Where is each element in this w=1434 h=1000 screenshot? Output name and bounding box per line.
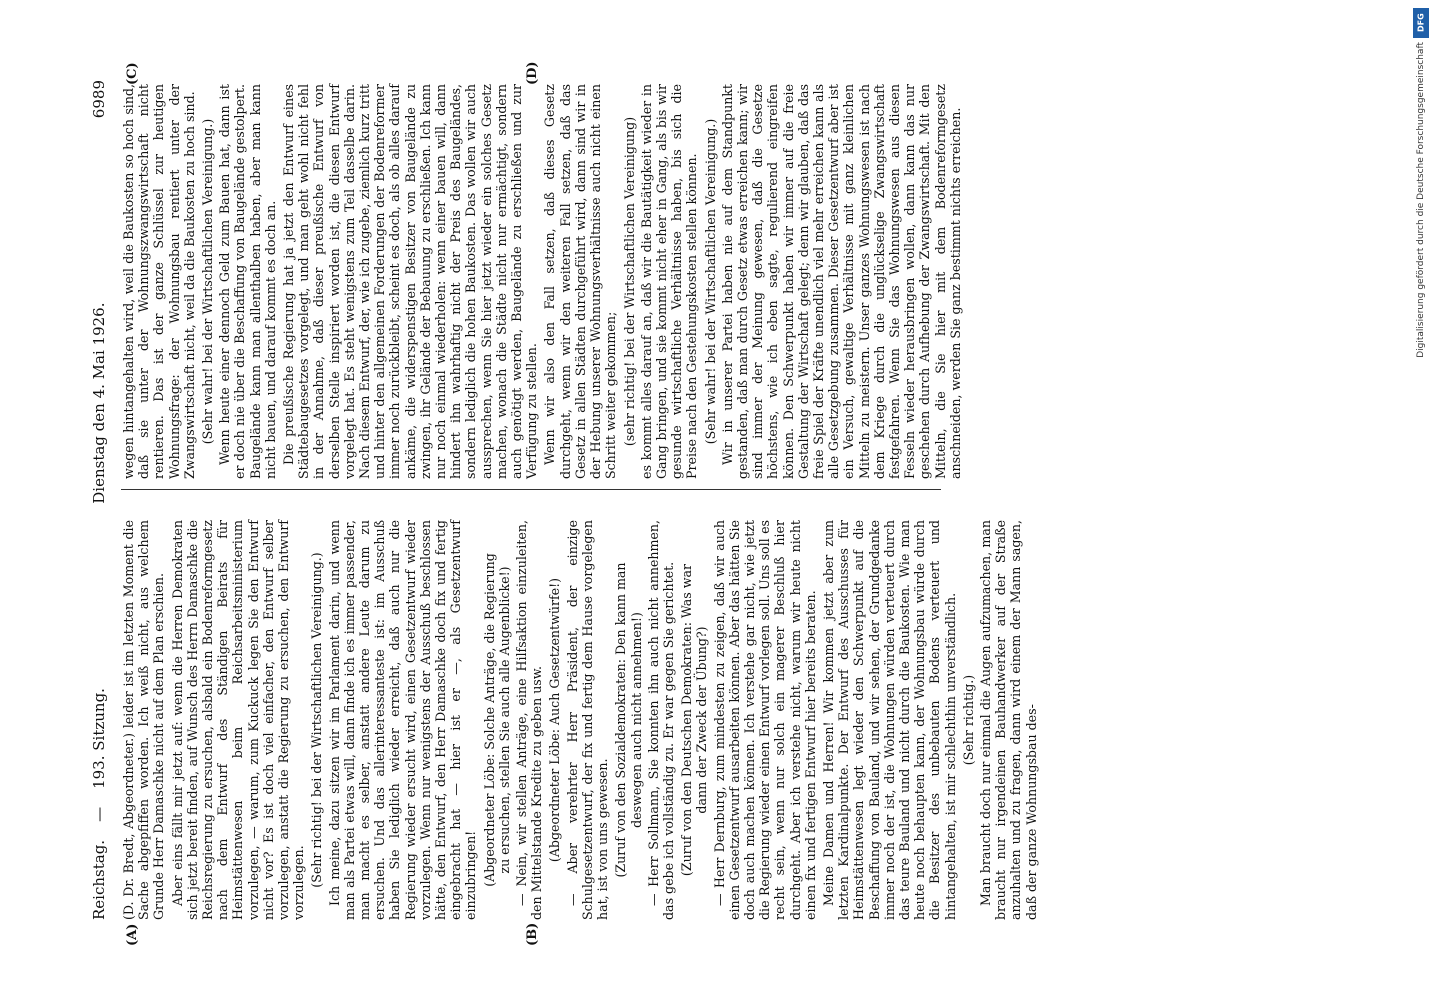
paragraph: Wenn heute einer dennoch Geld zum Bauen hat, dann ist er doch nie über die Beschaffung von Baugelände gestolpert. Baugelände kann man allenthalben haben, aber man kann nicht bauen, und darauf kommt es doch an. [217,84,278,479]
rotated-page [85,61,1315,946]
paragraph: wegen hintangehalten wird, weil die Baukosten so hoch sind, daß sie unter der Wohnungszwangswirtschaft nicht rentieren. Das ist der ganze Schlüssel zur heutigen Wohnungsfrage: der Wohnungsbau rentiert unter der Zwangswirtschaft nicht, weil da die Baukosten zu hoch sind. [121,84,197,479]
interjection: (Abgeordneter Löbe: Solche Anträge, die Regierung zu ersuchen, stellen Sie auch alle Augenblicke!) [481,553,512,887]
paragraph: Wir in unserer Partei haben nie auf dem Standpunkt gestanden, daß man durch Gesetz etwas erreichen kann; wir sind immer der Meinung gewesen, daß die Gesetze höchstens, wie ich eben sagte, regulierend eingreifen können. Den Schwerpunkt haben wir immer auf die freie Gestaltung der Wirtschaft gelegt; denn wir glauben, daß das freie Spiel der Kräfte unendlich viel mehr erreichen kann als alle Gesetzgebung zusammen. Dieser Gesetzentwurf aber ist ein Versuch, gewaltige Verhältnisse mit ganz kleinlichen Mitteln zu meistern. Unser ganzes Wohnungswesen ist nach dem Kriege durch die unglückselige Zwangswirtschaft festgefahren. Wenn Sie das Wohnungswesen aus diesen Fesseln wieder herausbringen wollen, dann kann das nur geschehen durch Aufhebung der Zwangswirtschaft. Mit den Mitteln, die Sie hier mit dem Bodenreformgesetz anschneiden, werden Sie ganz bestimmt nichts erreichen. [719,84,963,479]
margin-mark-c: (C) [125,62,140,85]
paragraph: Wenn wir also den Fall setzen, daß dieses Gesetz durchgeht, wenn wir den weiteren Fall setzen, daß das Gesetz in allen Städten durchgeführt wird, dann sind wir in der Hebung unserer Wohnungsverhältnisse auch nicht einen Schritt weiter gekommen; [542,84,619,479]
paragraph: es kommt alles darauf an, daß wir die Bautätigkeit wieder in Gang bringen, und sie kommt nicht eher in Gang, als bis wir gesunde wirtschaftliche Verhältnisse haben, bis sich die Preise nach den Gestehungskosten stellen können. [638,84,700,479]
header-session: 193. Sitzung. [90,688,108,789]
header-date: Dienstag den 4. Mai 1926. [90,302,108,504]
paragraph: (D. Dr. Bredt, Abgeordneter.) leider ist im letzten Moment die Sache abgepfiffen worden. Ich weiß nicht, aus welchem Grunde Herr Damaschke nicht auf dem Plan erschien. [121,520,167,920]
paragraph: — Aber verehrter Herr Präsident, der einzige Schulgesetzentwurf, der fix und fertig dem Hause vorgelegen hat, ist von uns gewesen. [564,520,611,920]
interjection: (Zuruf von den Deutschen Demokraten: Was war dann der Zweck der Übung?) [679,563,710,877]
paragraph: Aber eins fällt mir jetzt auf: wenn die Herren Demokraten sich jetzt bereit finden, auf Wunsch des Herrn Damaschke die Reichsregierung zu ersuchen, alsbald ein Bodenreformgesetz nach dem Entwurf des Ständigen Beirats für Heimstättenwesen beim Reichsarbeitsministerium vorzulegen, — warum, zum Kuckuck legen Sie den Entwurf nicht vor? Es ist doch viel einfacher, den Entwurf selber vorzulegen, anstatt die Regierung zu ersuchen, den Entwurf vorzulegen. [169,520,307,920]
paragraph: Die preußische Regierung hat ja jetzt den Entwurf eines Städtebaugesetzes vorgelegt, und man geht wohl nicht fehl in der Annahme, daß dieser preußische Entwurf von derselben Stelle inspiriert worden ist, die diesen Entwurf vorgelegt hat. Es steht wenigstens zum Teil dasselbe darin. Nach diesem Entwurf, der, wie ich zugebe, ziemlich kurz tritt und hinter den allgemeinen Forderungen der Bodenreformer immer noch zurückbleibt, scheint es doch, als ob alles darauf ankäme, die widerspenstigen Besitzer von Baugelände zu zwingen, ihr Gelände der Bebauung zu erschließen. Ich kann nur noch einmal wiederholen: wenn einer bauen will, dann hindert ihn wahrhaftig nicht der Preis des Baugeländes, sondern lediglich die hohen Baukosten. Das wollen wir auch aussprechen, wenn Sie hier jetzt wieder ein solches Gesetz machen, wonach die Städte nicht nur ermächtigt, sondern auch genötigt werden, Baugelände zu erschließen und zur Verfügung zu stellen. [281,84,540,479]
paragraph: — Herr Dernburg, zum mindesten zu zeigen, daß wir auch einen Gesetzentwurf ausarbeiten können. Aber das hätten Sie doch auch machen können. Ich verstehe gar nicht, wie jetzt die Regierung wieder einen Entwurf vorlegen soll. Uns soll es recht sein, wenn nur solch ein magerer Beschluß hier durchgeht. Aber ich verstehe nicht, warum wir heute nicht einen fix und fertigen Entwurf hier bereits beraten. [711,520,818,920]
page-header [85,80,113,920]
page-number: 6989 [90,80,108,119]
dfg-logo: DFG [1413,8,1429,38]
paragraph: Meine Damen und Herren! Wir kommen jetzt aber zum letzten Kardinalpunkte. Der Entwurf des Ausschusses für Heimstättenwesen legt wieder den Schwerpunkt auf die Beschaffung von Bauland, und wir sehen, der Grundgedanke immer noch der ist, die Wohnungen würden verteuert durch das teure Bauland und nicht durch die Baukosten. Wie man heute noch behaupten kann, der Wohnungsbau würde durch die Besitzer des unbebauten Bodens verteuert und hintangehalten, ist mir schlechthin unverständlich. [820,520,958,920]
header-dash: — [90,806,108,822]
interjection: (Sehr richtig! bei der Wirtschaftlichen Vereinigung.) [309,552,325,888]
interjection: (Sehr wahr! bei der Wirtschaftlichen Vereinigung.) [702,118,718,445]
header-title: Reichstag. [90,839,108,920]
paragraph: — Nein, wir stellen Anträge, eine Hilfsaktion einzuleiten, den Mittelstande Kredite zu geben usw. [514,520,545,920]
interjection: (Sehr wahr! bei der Wirtschaftlichen Vereinigung.) [200,118,216,445]
interjection: (Sehr richtig.) [960,674,976,766]
margin-mark-b: (B) [525,922,540,946]
paragraph: Man braucht doch nur einmal die Augen aufzumachen, man braucht nur irgendeinen Bauhandwerker auf der Straße anzuhalten und zu fragen, dann wird einem der Mann sagen, daß der ganze Wohnungsbau des- [977,520,1039,920]
margin-mark-a: (A) [125,923,140,946]
margin-mark-d: (D) [525,61,540,85]
paragraph: — Herr Sollmann, Sie konnten ihn auch nicht annehmen, das gebe ich vollständig zu. Er war gegen Sie gerichtet. [645,520,676,920]
paragraph: Ich meine, dazu sitzen wir im Parlament darin, und wenn man als Partei etwas will, dann finde ich es immer passender, man macht es selber, anstatt andere Leute darum zu ersuchen. Und das allerinteressanteste ist: im Ausschuß haben Sie lediglich wieder erreicht, daß auch nur die Regierung wieder ersucht wird, einen Gesetzentwurf wieder vorzulegen. Wenn nur wenigstens der Ausschuß beschlossen hätte, den Entwurf, den Herr Damaschke doch fix und fertig eingebracht hat — hier ist er —, als Gesetzentwurf einzubringen! [326,520,479,920]
dfg-sidebar [1410,8,1432,528]
left-column [121,520,1039,920]
dfg-credit: Digitalisierung gefördert durch die Deutsche Forschungsgemeinschaft [1416,42,1426,358]
interjection: (Abgeordneter Löbe: Auch Gesetzentwürfe!) [547,577,563,863]
interjection: (sehr richtig! bei der Wirtschaftlichen Vereinigung) [621,116,637,447]
right-column [121,84,963,490]
interjection: (Zuruf von den Sozialdemokraten: Den kann man deswegen auch nicht annehmen!) [613,562,644,878]
